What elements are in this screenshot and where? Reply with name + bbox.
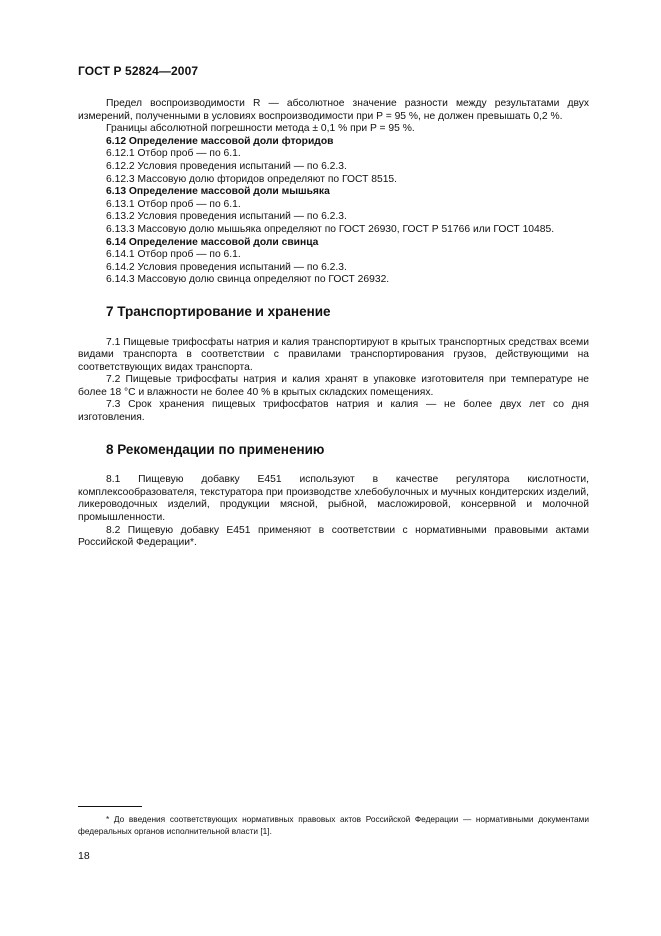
clause-6-14-1: 6.14.1 Отбор проб — по 6.1.	[106, 249, 241, 261]
section-heading-7: 7 Транспортирование и хранение	[106, 303, 331, 319]
clause-8-1: 8.1 Пищевую добавку Е451 используют в качестве регулятора кислотности, комплексообразователя, текстуратора при производстве хлебобулочных и мучных кондитерских изделий, ликероводочных изделий, продукции мясной, рыбной, масложировой, консервной и молочной промышленности.	[78, 474, 589, 524]
subsection-heading-6-12: 6.12 Определение массовой доли фторидов	[106, 135, 334, 147]
footnote-divider	[78, 806, 142, 807]
subsection-heading-6-14: 6.14 Определение массовой доли свинца	[106, 236, 319, 248]
clause-6-14-3: 6.14.3 Массовую долю свинца определяют по ГОСТ 26932.	[106, 274, 390, 286]
document-body	[78, 98, 589, 550]
clause-7-1: 7.1 Пищевые трифосфаты натрия и калия транспортируют в крытых транспортных средствах всеми видами транспорта в соответствии с правилами транспортирования грузов, действующими на соответствующих видах транспорта.	[78, 336, 589, 373]
clause-6-12-1: 6.12.1 Отбор проб — по 6.1.	[106, 148, 241, 160]
clause-6-13-1: 6.13.1 Отбор проб — по 6.1.	[106, 198, 241, 210]
page-number: 18	[78, 850, 90, 862]
clause-7-2: 7.2 Пищевые трифосфаты натрия и калия хранят в упаковке изготовителя при температуре не более 18 °С и влажности не более 40 % в крытых складских помещениях.	[78, 374, 589, 398]
clause-6-12-2: 6.12.2 Условия проведения испытаний — по 6.2.3.	[106, 160, 347, 172]
clause-7-3: 7.3 Срок хранения пищевых трифосфатов натрия и калия — не более двух лет со дня изготовления.	[78, 399, 589, 424]
clause-6-14-2: 6.14.2 Условия проведения испытаний — по 6.2.3.	[106, 261, 347, 273]
paragraph-reproducibility-limit: Предел воспроизводимости R — абсолютное значение разности между результатами двух измерений, полученными в условиях воспроизводимости при P = 95 %, не должен превышать 0,2 %.	[78, 98, 589, 122]
clause-8-2: 8.2 Пищевую добавку Е451 применяют в соответствии с нормативными правовыми актами Российской Федерации*.	[78, 524, 589, 549]
clause-6-13-2: 6.13.2 Условия проведения испытаний — по 6.2.3.	[106, 211, 347, 223]
footnote: * До введения соответствующих нормативных правовых актов Российской Федерации — нормативными документами федеральных органов исполнительной власти [1].	[78, 814, 589, 837]
subsection-heading-6-13: 6.13 Определение массовой доли мышьяка	[106, 186, 330, 198]
paragraph-error-bounds: Границы абсолютной погрешности метода ± 0,1 % при P = 95 %.	[106, 123, 415, 135]
document-header: ГОСТ Р 52824—2007	[78, 64, 199, 78]
section-heading-8: 8 Рекомендации по применению	[106, 441, 325, 457]
clause-6-12-3: 6.12.3 Массовую долю фторидов определяют по ГОСТ 8515.	[106, 173, 398, 185]
clause-6-13-3: 6.13.3 Массовую долю мышьяка определяют по ГОСТ 26930, ГОСТ Р 51766 или ГОСТ 10485.	[106, 223, 555, 235]
